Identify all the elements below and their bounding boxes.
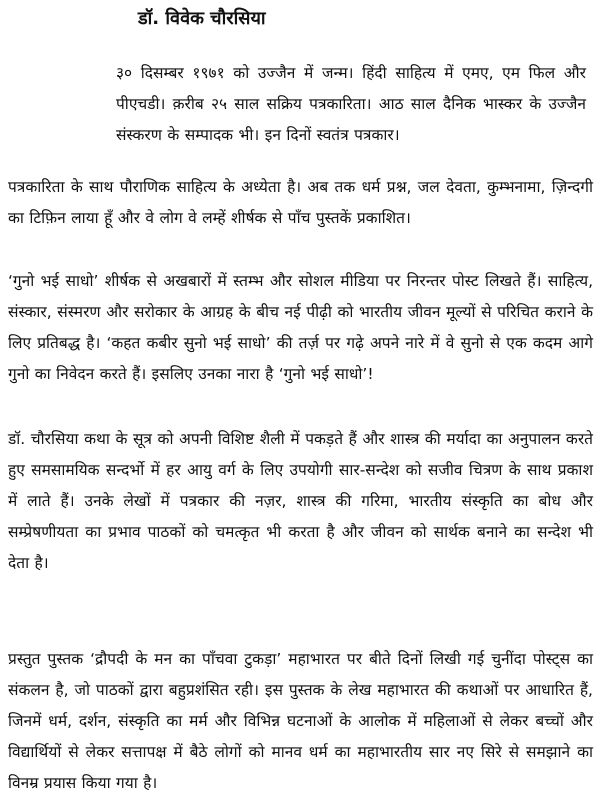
paragraph-writing-style: डॉ. चौरसिया कथा के सूत्र को अपनी विशिष्ट शैली में पकड़ते हैं और शास्त्र की मर्यादा का अनुपालन करते हुए समसामयिक सन्दर्भो में हर आयु वर्ग के लिए उपयोगी सार-सन्देश को सजीव चित्रण के साथ प्रकाश में लाते हैं। उनके लेखों में पत्रकार की नज़र, शास्त्र की गरिमा, भारतीय संस्कृति का बोध और सम्प्रेषणीयता का प्रभाव पाठकों को चमत्कृत भी करता है और जीवन को सार्थक बनाने का सन्देश भी देता है। [8,430,593,572]
author-name-heading: डॉ. विवेक चौरसिया [138,8,266,29]
paragraph-guno-bhai-sadho: ‘गुनो भई साधो’ शीर्षक से अखबारों में स्तम्भ और सोशल मीडिया पर निरन्तर पोस्ट लिखते हैं। साहित्य, संस्कार, संस्मरण और सरोकार के आग्रह के बीच नई पीढ़ी को भारतीय जीवन मूल्यों से परिचित कराने के लिए प्रतिबद्ध है। ‘कहत कबीर सुनो भई साधो’ की तर्ज़ पर गढ़े अपने नारे में वे सुनो से एक कदम आगे गुनो का निवेदन करते हैं। इसलिए उनका नारा है ‘गुनो भई साधो’! [8,272,593,383]
paragraph-book-description: प्रस्तुत पुस्तक ‘द्रौपदी के मन का पाँचवा टुकड़ा’ महाभारत पर बीते दिनों लिखी गई चुनींदा पोस्ट्स का संकलन है, जो पाठकों द्वारा बहुप्रशंसित रही। इस पुस्तक के लेख महाभारत की कथाओं पर आधारित हैं, जिनमें धर्म, दर्शन, संस्कृति का मर्म और विभिन्न घटनाओं के आलोक में महिलाओं से लेकर बच्चों और विद्यार्थियों से लेकर सत्तापक्ष में बैठे लोगों को मानव धर्म का महाभारतीय सार नए सिरे से समझाने का विनम्र प्रयास किया गया है। [8,650,593,792]
paragraph-publications: पत्रकारिता के साथ पौराणिक साहित्य के अध्येता है। अब तक धर्म प्रश्न, जल देवता, कुम्भनामा, ज़िन्दगी का टिफ़िन लाया हूँ और वे लोग वे लम्हें शीर्षक से पाँच पुस्तकें प्रकाशित। [8,178,593,227]
author-bio-paragraph: ३० दिसम्बर १९७१ को उज्जैन में जन्म। हिंदी साहित्य में एमए, एम फिल और पीएचडी। क़रीब २५ साल सक्रिय पत्रकारिता। आठ साल दैनिक भास्कर के उज्जैन संस्करण के सम्पादक भी। इन दिनों स्वतंत्र पत्रकार। [116,64,586,144]
